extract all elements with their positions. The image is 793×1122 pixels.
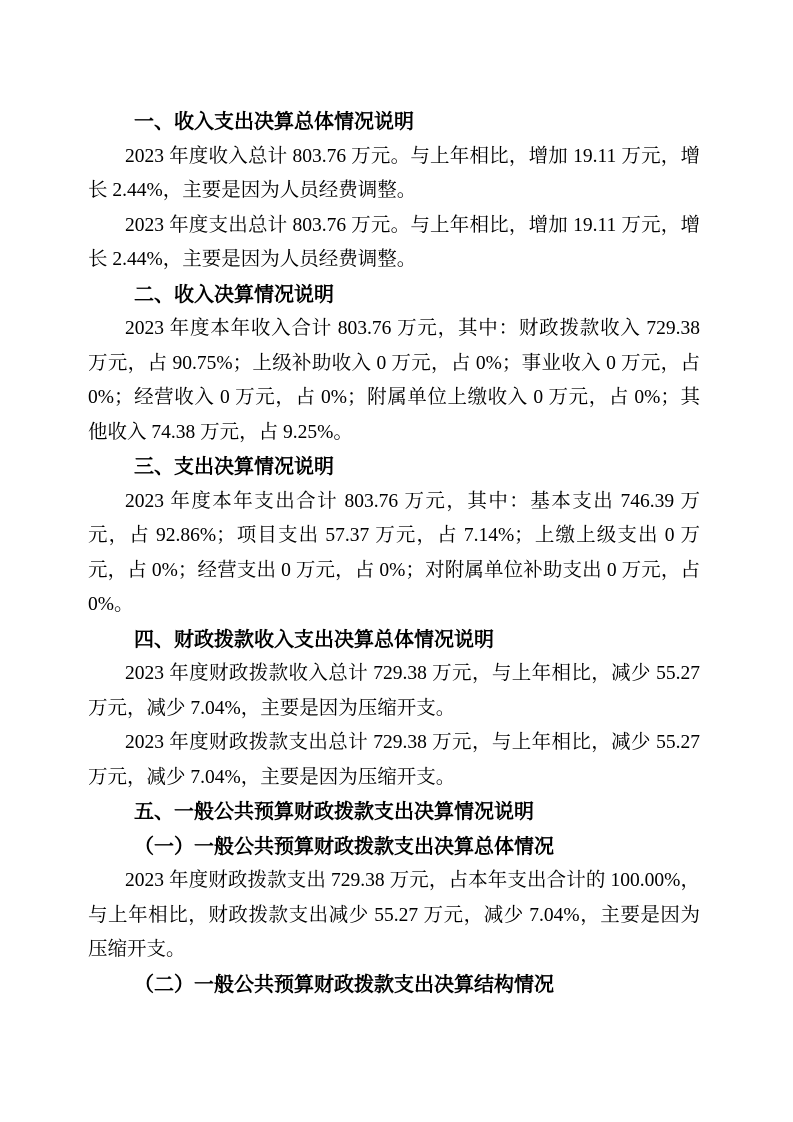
section-heading: 四、财政拨款收入支出决算总体情况说明 bbox=[134, 628, 494, 651]
document-section bbox=[88, 795, 700, 830]
paragraph: 2023 年度本年收入合计 803.76 万元，其中：财政拨款收入 729.38 万元，占 90.75%；上级补助收入 0 万元，占 0%；事业收入 0 万元，占 0%；经营收入 0 万元，占 0%；附属单位上缴收入 0 万元，占 0%；其他收入 74.38 万元，占 9.25%。 bbox=[88, 318, 700, 443]
paragraph: 2023 年度收入总计 803.76 万元。与上年相比，增加 19.11 万元，增长 2.44%，主要是因为人员经费调整。 bbox=[88, 145, 700, 201]
section-paragraphs bbox=[88, 864, 700, 968]
section-paragraphs bbox=[88, 312, 700, 450]
section-heading: 二、收入决算情况说明 bbox=[134, 283, 334, 306]
section-heading: 一、收入支出决算总体情况说明 bbox=[134, 111, 414, 133]
paragraph: 2023 年度支出总计 803.76 万元。与上年相比，增加 19.11 万元，增长 2.44%，主要是因为人员经费调整。 bbox=[88, 214, 700, 270]
section-heading: 三、支出决算情况说明 bbox=[134, 456, 334, 478]
document-section bbox=[88, 623, 700, 796]
section-heading: （二）一般公共预算财政拨款支出决算结构情况 bbox=[134, 973, 554, 996]
paragraph: 2023 年度本年支出合计 803.76 万元，其中：基本支出 746.39 万元，占 92.86%；项目支出 57.37 万元，占 7.14%；上缴上级支出 0 万元，占 0%；经营支出 0 万元，占 0%；对附属单位补助支出 0 万元，占 0%。 bbox=[88, 490, 700, 615]
paragraph: 2023 年度财政拨款支出 729.38 万元，占本年支出合计的 100.00%，与上年相比，财政拨款支出减少 55.27 万元，减少 7.04%，主要是因为压缩开支。 bbox=[88, 870, 700, 960]
section-paragraphs bbox=[88, 485, 700, 623]
section-heading: （一）一般公共预算财政拨款支出决算总体情况 bbox=[134, 835, 554, 858]
document-section bbox=[88, 450, 700, 623]
section-heading: 五、一般公共预算财政拨款支出决算情况说明 bbox=[134, 801, 534, 823]
document-section bbox=[88, 278, 700, 451]
document-section bbox=[88, 105, 700, 278]
paragraph: 2023 年度财政拨款支出总计 729.38 万元，与上年相比，减少 55.27 万元，减少 7.04%，主要是因为压缩开支。 bbox=[88, 732, 700, 788]
document-section bbox=[88, 830, 700, 968]
document-section bbox=[88, 968, 700, 1003]
section-paragraphs bbox=[88, 657, 700, 795]
section-paragraphs bbox=[88, 140, 700, 278]
paragraph: 2023 年度财政拨款收入总计 729.38 万元，与上年相比，减少 55.27 万元，减少 7.04%，主要是因为压缩开支。 bbox=[88, 663, 700, 719]
